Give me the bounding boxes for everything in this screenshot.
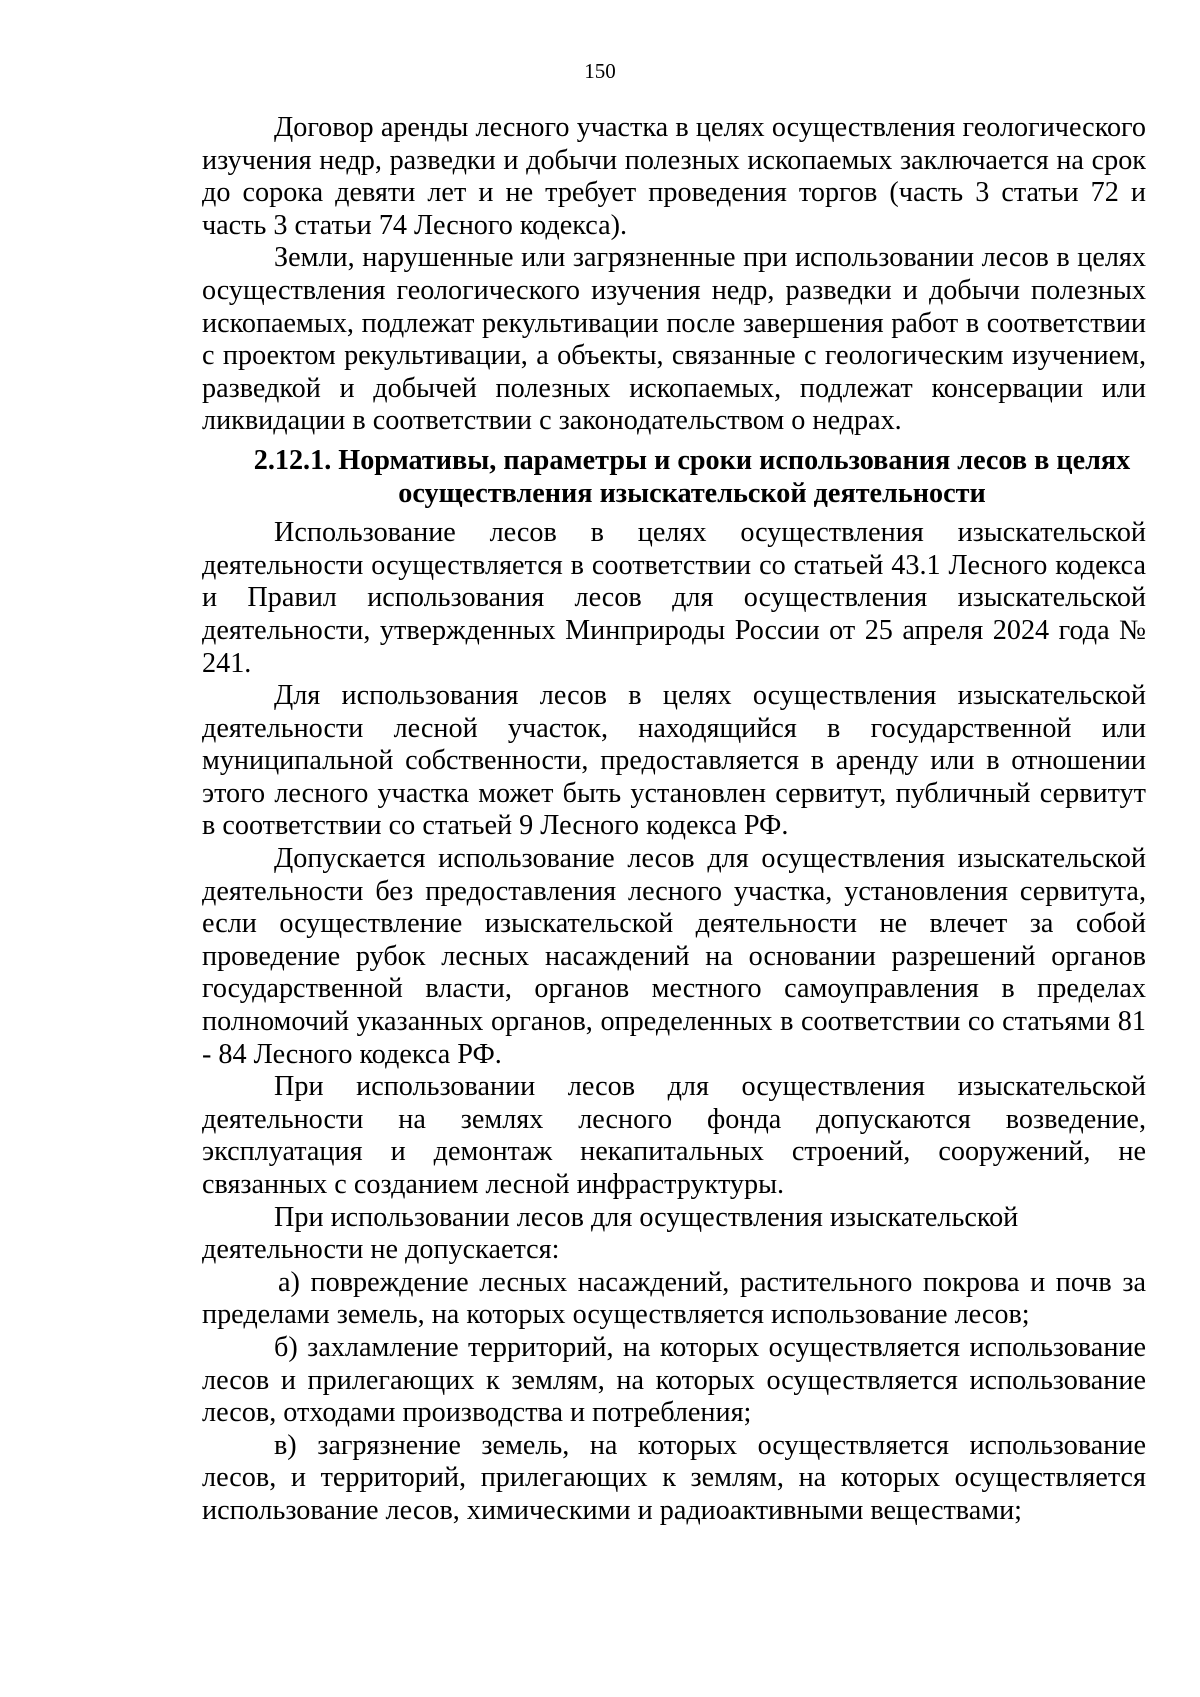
- document-body: [202, 112, 1146, 1528]
- paragraph-not-allowed-intro: При использовании лесов для осуществления изыскательской деятельности не допускается:: [202, 1201, 1019, 1266]
- paragraph-survey-use: Использование лесов в целях осуществления изыскательской деятельности осуществляется в соответствии со статьей 43.1 Лесного кодекса и Правил использования лесов для осуществления изыскательской деятельности, утвержденных Минприроды России от 25 апреля 2024 года № 241.: [202, 517, 1146, 679]
- list-item-c: в) загрязнение земель, на которых осуществляется использование лесов, и территорий, прилегающих к землям, на которых осуществляется использование лесов, химическими и радиоактивными веществами;: [202, 1429, 1146, 1526]
- paragraph-land-recultivation: Земли, нарушенные или загрязненные при использовании лесов в целях осуществления геологического изучения недр, разведки и добычи полезных ископаемых, подлежат рекультивации после завершения работ в соответствии с проектом рекультивации, а объекты, связанные с геологическим изучением, разведкой и добычей полезных ископаемых, подлежат консервации или ликвидации в соответствии с законодательством о недрах.: [202, 242, 1146, 437]
- paragraph-lease-servitude: Для использования лесов в целях осуществления изыскательской деятельности лесной участок, находящийся в государственной или муниципальной собственности, предоставляется в аренду или в отношении этого лесного участка может быть установлен сервитут, публичный сервитут в соответствии со статьей 9 Лесного кодекса РФ.: [202, 680, 1146, 842]
- list-item-a: а) повреждение лесных насаждений, растительного покрова и почв за пределами земель, на которых осуществляется использование лесов;: [202, 1266, 1146, 1331]
- paragraph-temporary-structures: При использовании лесов для осуществления изыскательской деятельности на землях лесного фонда допускаются возведение, эксплуатация и демонтаж некапитальных строений, сооружений, не связанных с созданием лесной инфраструктуры.: [202, 1071, 1146, 1200]
- paragraph-no-plot-allowed: Допускается использование лесов для осуществления изыскательской деятельности без предоставления лесного участка, установления сервитута, если осуществление изыскательской деятельности не влечет за собой проведение рубок лесных насаждений на основании разрешений органов государственной власти, органов местного самоуправления в пределах полномочий указанных органов, определенных в соответствии со статьями 81 - 84 Лесного кодекса РФ.: [202, 843, 1146, 1070]
- list-item-b: б) захламление территорий, на которых осуществляется использование лесов и прилегающих к землям, на которых осуществляется использование лесов, отходами производства и потребления;: [202, 1331, 1146, 1429]
- section-heading: 2.12.1. Нормативы, параметры и сроки использования лесов в целях осуществления изыскательской деятельности: [253, 444, 1131, 509]
- page-number: 150: [584, 59, 616, 83]
- paragraph-lease-term: Договор аренды лесного участка в целях осуществления геологического изучения недр, разведки и добычи полезных ископаемых заключается на срок до сорока девяти лет и не требует проведения торгов (часть 3 статьи 72 и часть 3 статьи 74 Лесного кодекса).: [202, 112, 1146, 241]
